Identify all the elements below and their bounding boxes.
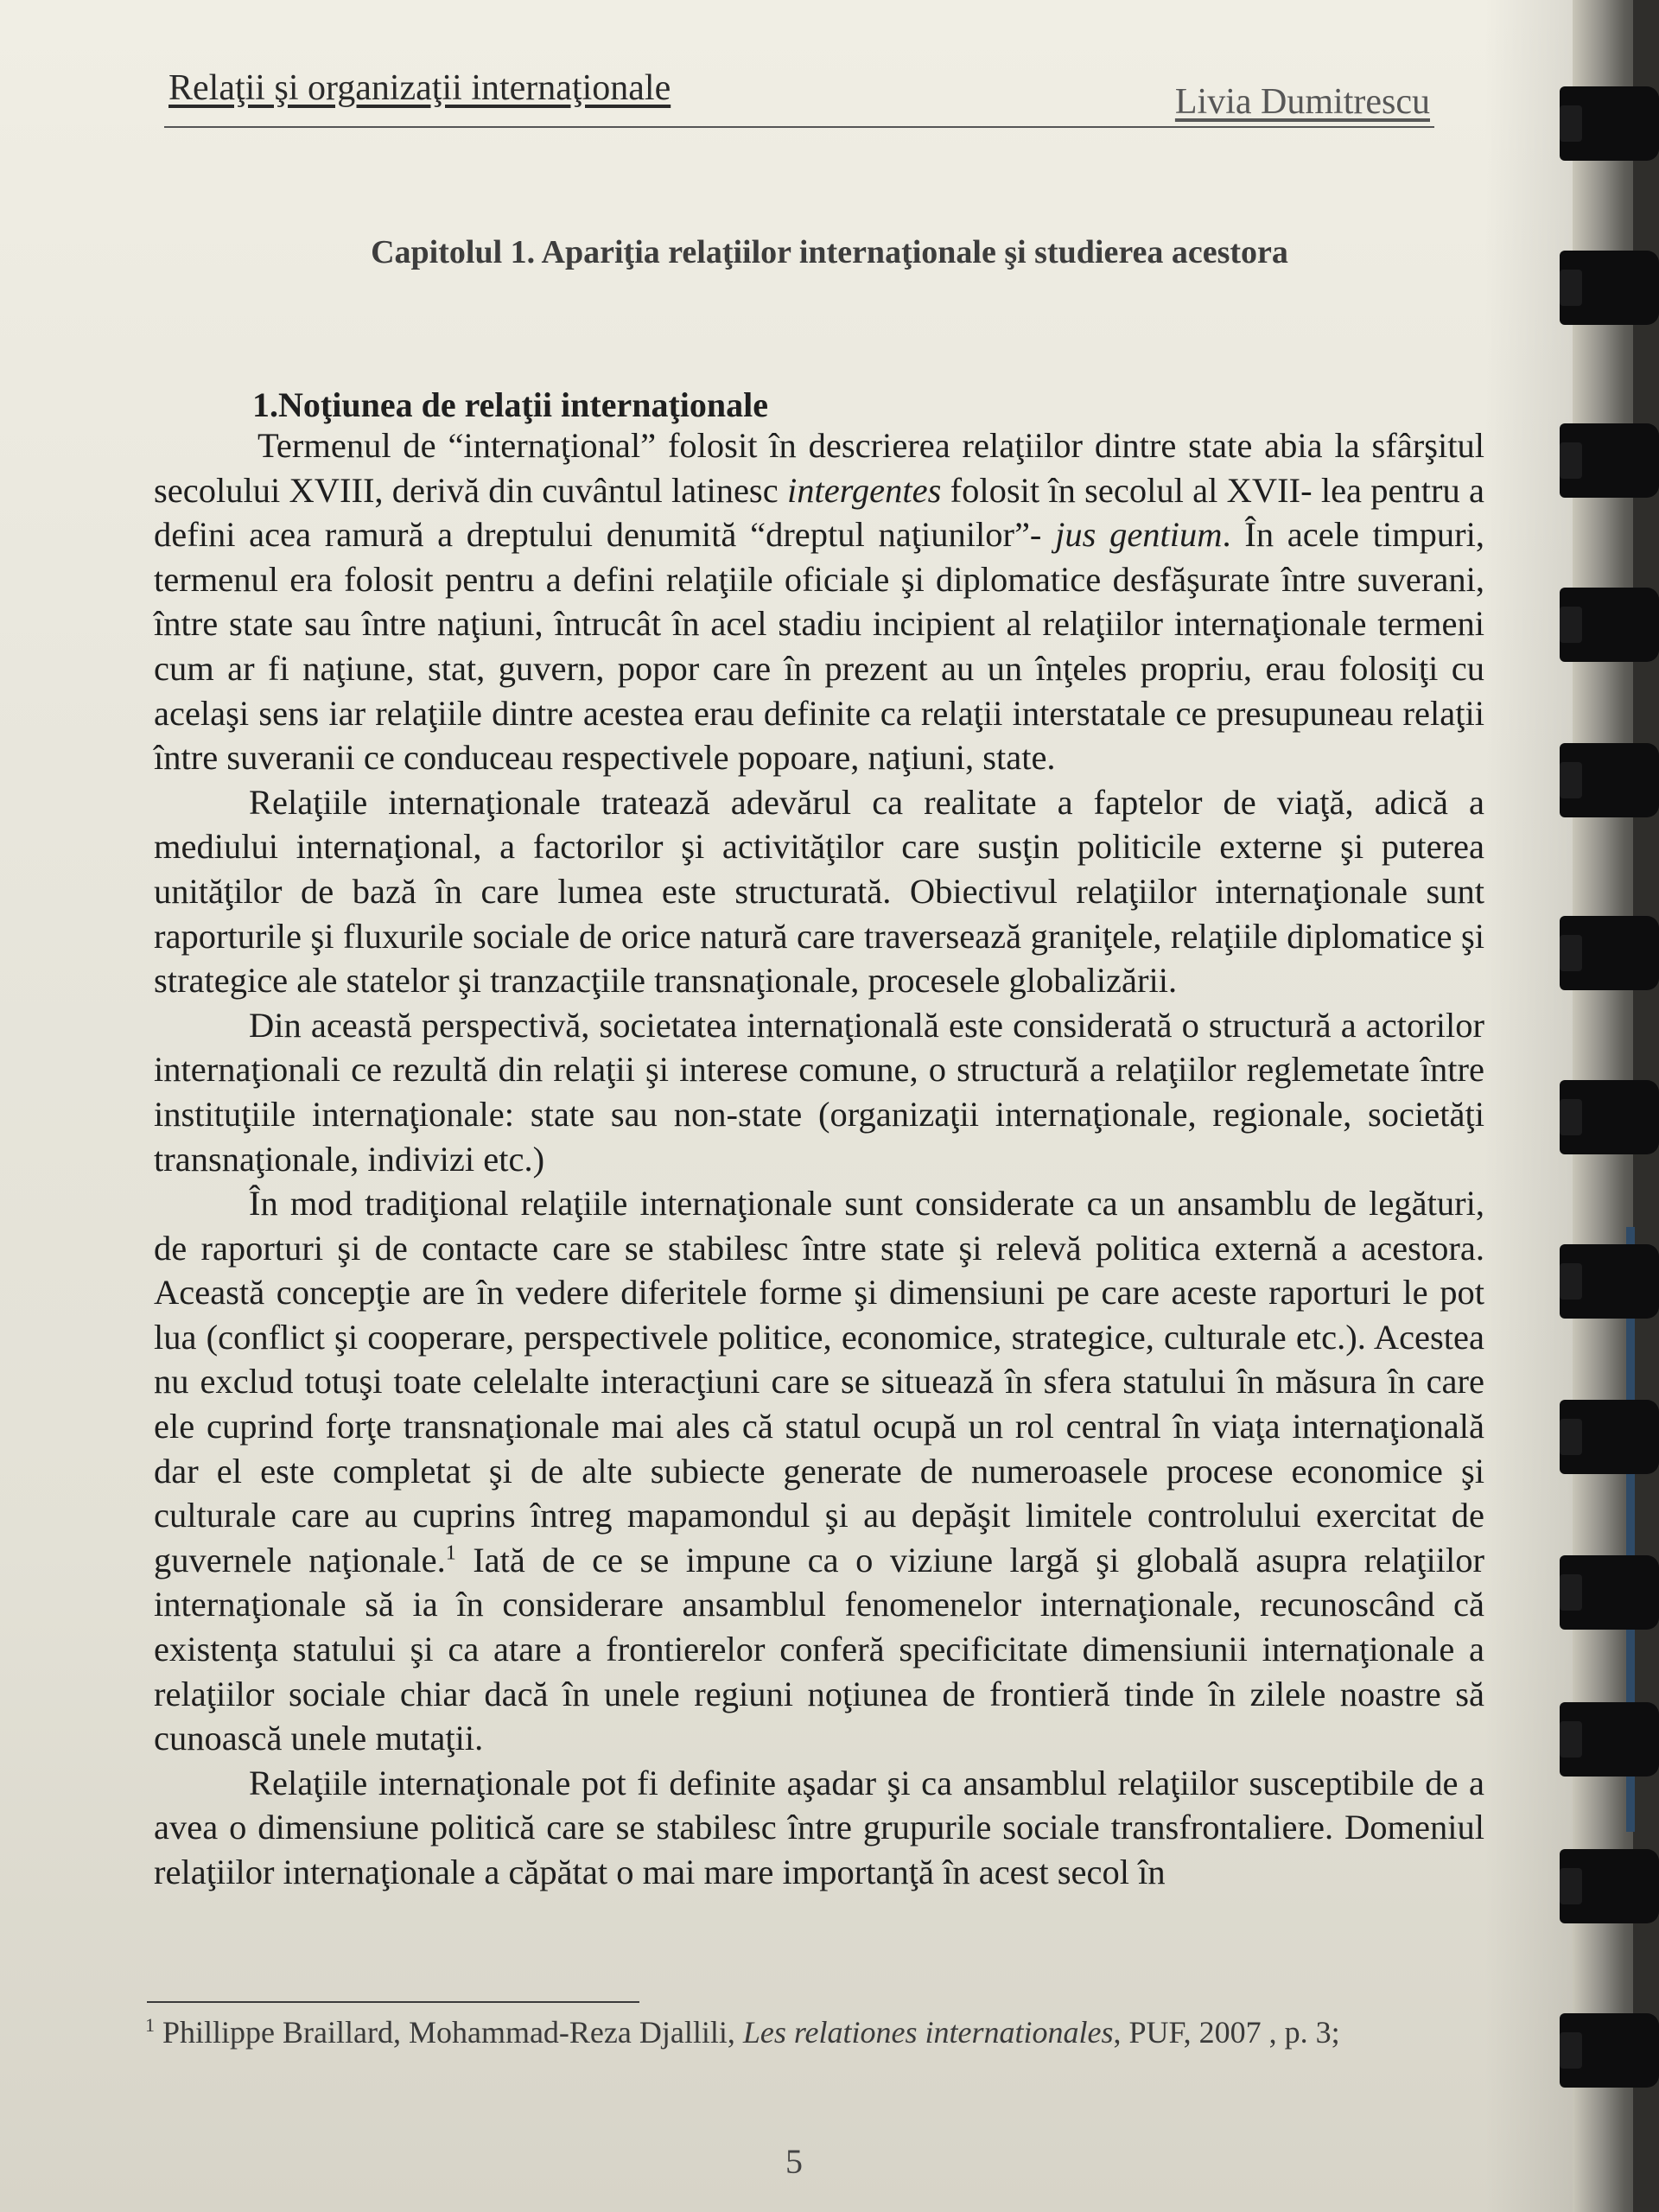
binding-ring <box>1560 1400 1659 1474</box>
binding-ring <box>1560 86 1659 161</box>
binding-ring <box>1560 916 1659 990</box>
footnote-reference: 1 <box>445 1541 456 1565</box>
footnote: $^1$ Phillippe Braillard, Mohammad-Reza Djallili, Les relationes internationales, PUF, 2007 , p. 3; <box>145 2014 1340 2050</box>
paragraph-4: În mod tradiţional relaţiile internaţionale sunt considerate ca un ansamblu de legături, de raporturi şi de contacte care se stabilesc între state şi relevă politica externă a acestora. Această concepţie are în vedere diferitele forme şi dimensiuni pe care aceste raporturi le pot lua (conflict şi cooperare, perspectivele politice, economice, strategice, culturale etc.). Acestea nu exclud totuşi toate celelalte interacţiuni care se situează în sfera statului în măsura în care ele cuprind forţe transnaţionale mai ales că statul ocupă un rol central în viaţa internaţională dar el este completat şi de alte subiecte generate de numeroasele procese economice şi culturale care au cuprins întreg mapamondul şi au depăşit limitele controlului exercitat de guvernele naţionale.$^1$ Iată de ce se impune ca o viziune largă şi globală asupra relaţiilor internaţionale să ia în considerare ansamblul fenomenelor internaţionale, recunoscând că existenţa statului şi ca atare a frontierelor conferă specificitate dimensiunii internaţionale a relaţiilor sociale chiar dacă în unele regiuni noţiunea de frontieră tinde în zilele noastre să cunoască unele mutaţii. <box>154 1184 1484 1758</box>
paragraph-2: Relaţiile internaţionale tratează adevărul ca realitate a faptelor de viaţă, adică a mediului internaţional, a factorilor şi activităţilor care susţin politicile externe şi puterea unităţilor de bază în care lumea este structurată. Obiectivul relaţiilor internaţionale sunt raporturile şi fluxurile sociale de orice natură care traversează graniţele, relaţiile diplomatice şi strategice ale statelor şi tranzacţiile transnaţionale, procesele globalizării. <box>154 782 1484 1001</box>
binding-ring <box>1560 423 1659 498</box>
page-number: 5 <box>785 2142 803 2181</box>
binding-ring <box>1560 743 1659 817</box>
paragraph-3: Din această perspectivă, societatea internaţională este considerată o structură a actorilor internaţionali ce rezultă din relaţii şi interese comune, o structură a relaţiilor reglemetate între instituţiile internaţionale: state sau non-state (organizaţii internaţionale, regionale, societăţi transnaţionale, indivizi etc.) <box>154 1005 1484 1179</box>
binding-ring <box>1560 1702 1659 1777</box>
binding-ring <box>1560 251 1659 325</box>
footnote-divider <box>147 2001 639 2003</box>
paragraph-1: Termenul de “internaţional” folosit în descrierea relaţiilor dintre state abia la sfârşitul secolului XVIII, derivă din cuvântul latinesc intergentes folosit în secolul al XVII- lea pentru a defini acea ramură a dreptului denumită “dreptul naţiunilor”- jus gentium. În acele timpuri, termenul era folosit pentru a defini relaţiile oficiale şi diplomatice desfăşurate între suverani, între state sau între naţiuni, întrucât în acel stadiu incipient al relaţiilor internaţionale termeni cum ar fi naţiune, stat, guvern, popor care în prezent au un înţeles propriu, erau folosiţi cu acelaşi sens iar relaţiile dintre acestea erau definite ca relaţii interstatale ce presupuneau relaţii între suveranii ce conduceau respectivele popoare, naţiuni, state. <box>154 426 1485 778</box>
header-author: Livia Dumitrescu <box>1174 82 1430 122</box>
section-title: 1.Noţiunea de relaţii internaţionale <box>252 385 768 424</box>
binding-ring <box>1560 2013 1659 2088</box>
binding-ring <box>1560 1080 1659 1154</box>
binding-ring <box>1560 1555 1659 1630</box>
paragraph-5: Relaţiile internaţionale pot fi definite aşadar şi ca ansamblul relaţiilor susceptibile de a avea o dimensiune politică care se stabilesc între grupurile sociale transfrontaliere. Domeniul relaţiilor internaţionale a căpătat o mai mare importanţă în acest secol în <box>154 1763 1484 1891</box>
body-text <box>154 423 1484 1895</box>
binding-ring <box>1560 588 1659 662</box>
binding-ring <box>1560 1849 1659 1923</box>
footnote-number: 1 <box>145 2014 155 2036</box>
header-title: Relaţii şi organizaţii internaţionale <box>168 68 671 108</box>
chapter-title: Capitolul 1. Apariţia relaţiilor internaţionale şi studierea acestora <box>371 234 1288 270</box>
running-header <box>164 57 1434 128</box>
binding-ring <box>1560 1244 1659 1319</box>
